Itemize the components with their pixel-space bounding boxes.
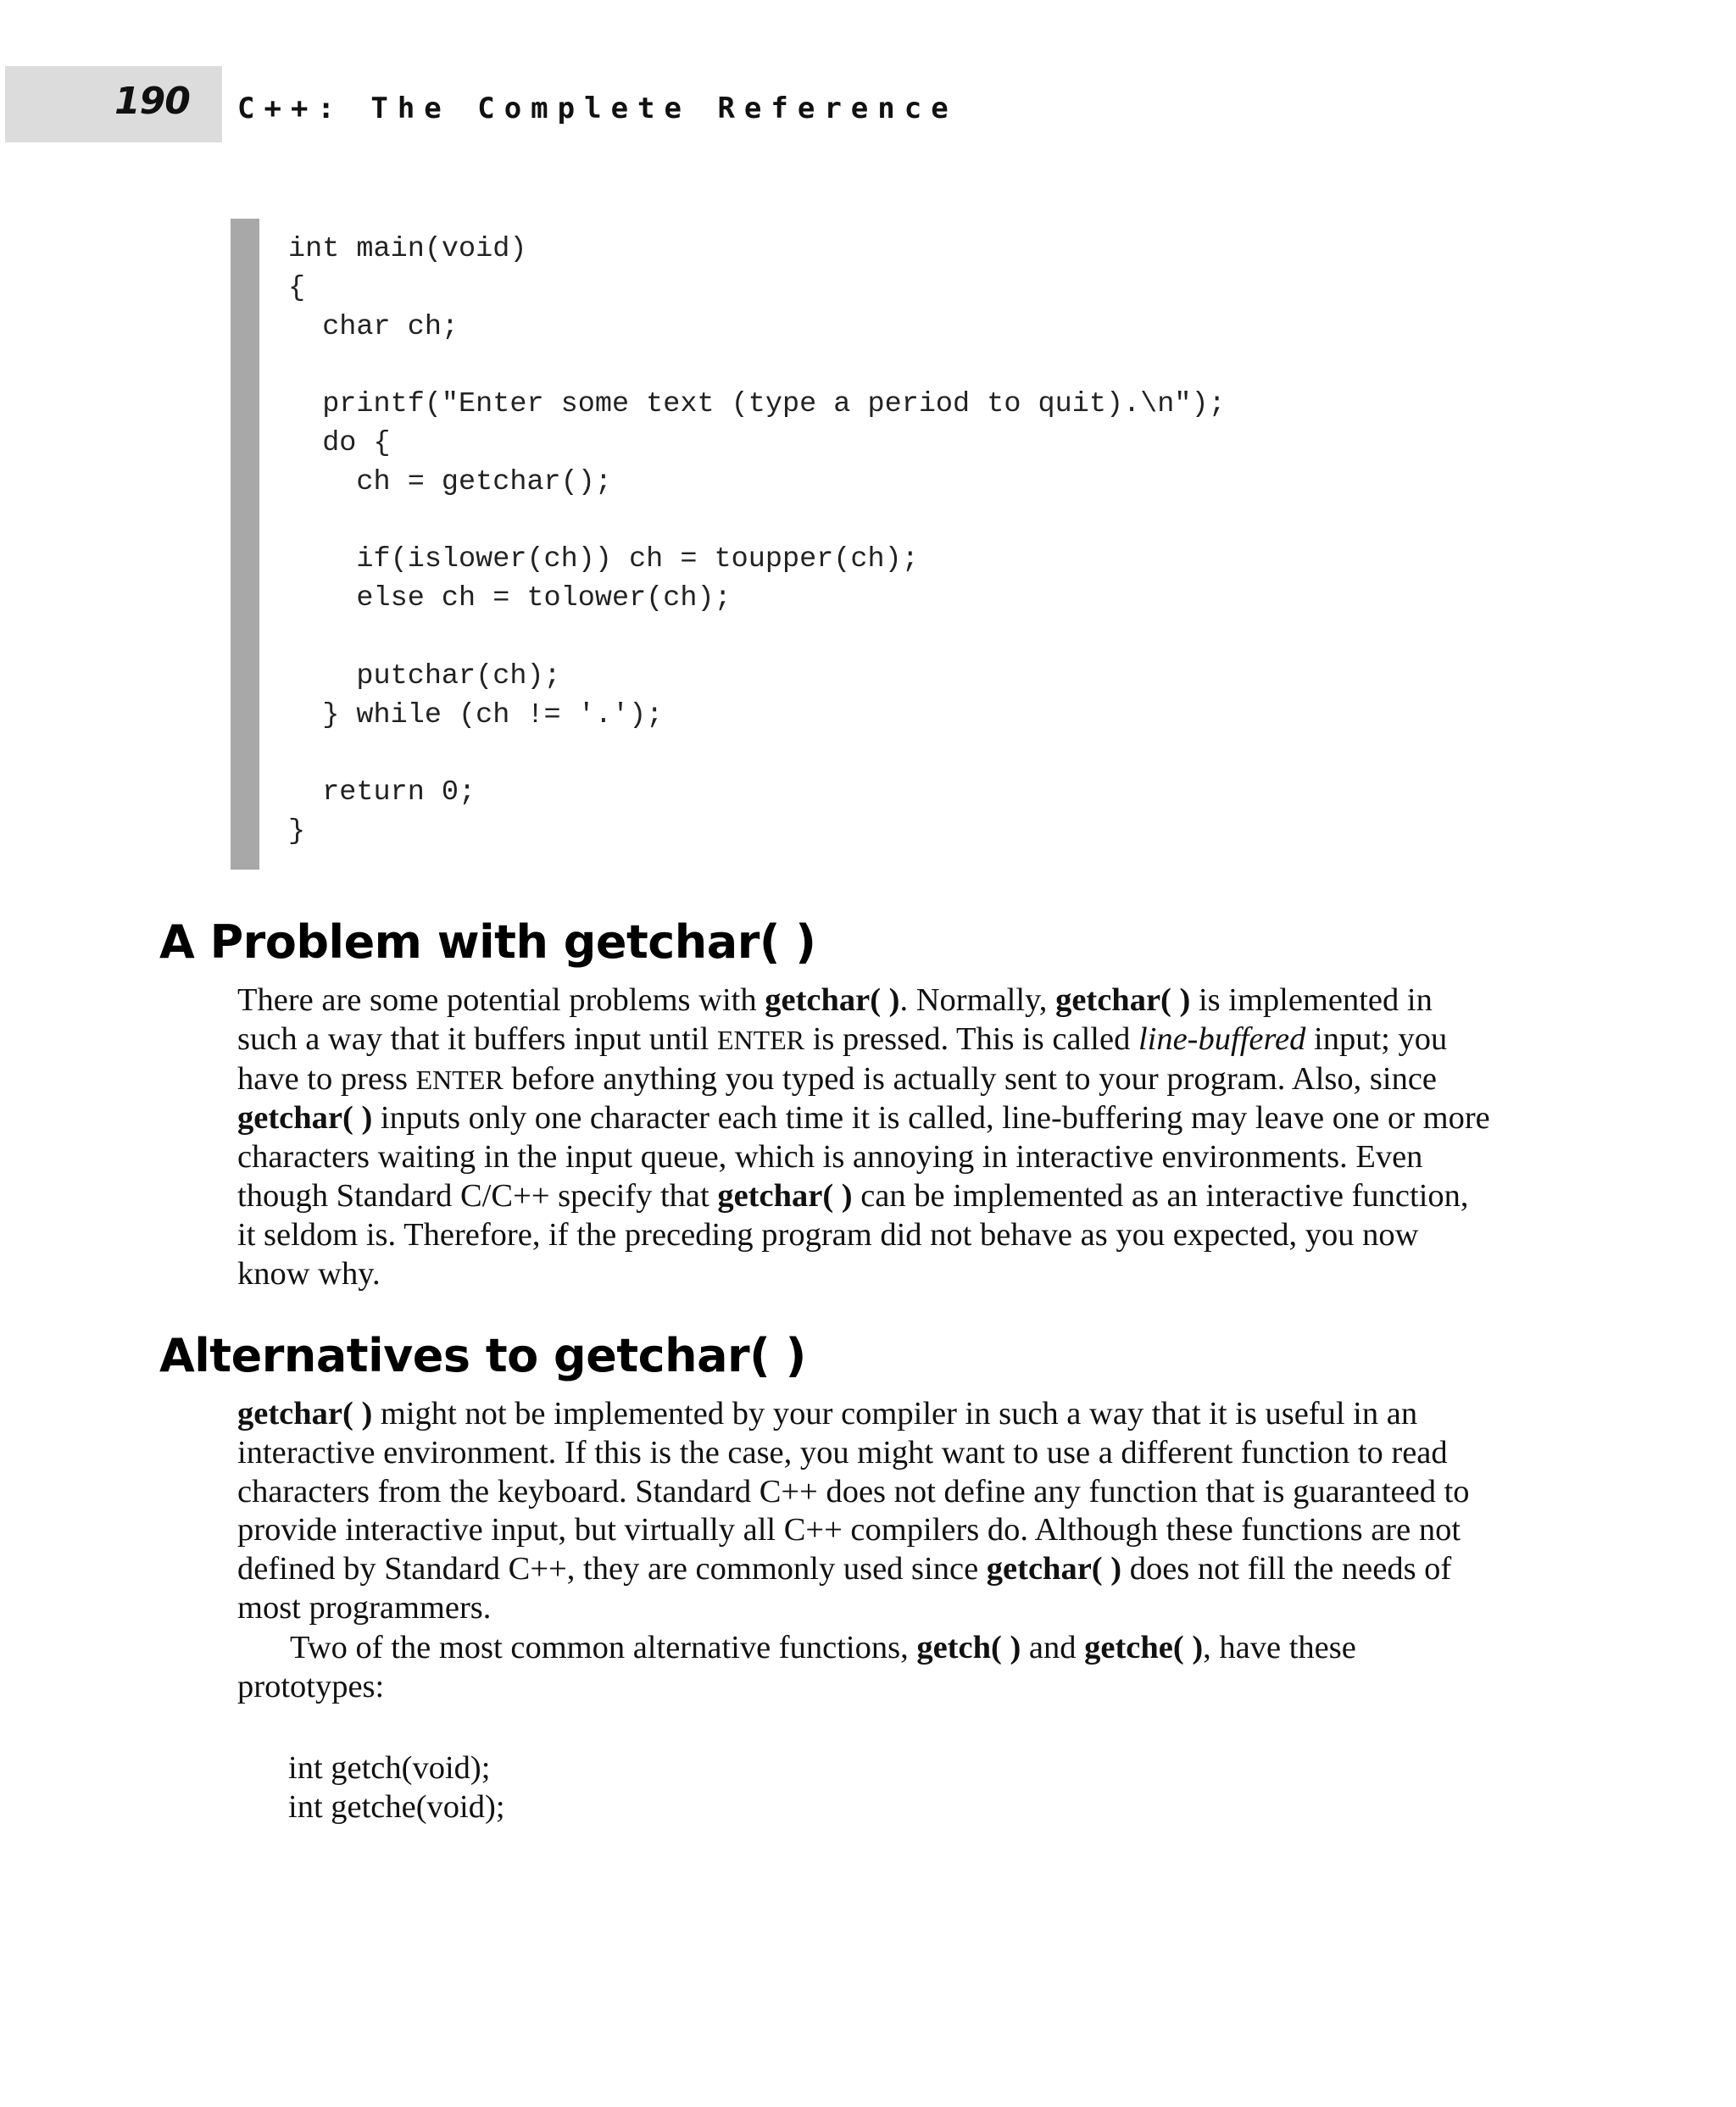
code-line: else ch = tolower(ch); (288, 582, 732, 615)
page-number: 190 (114, 80, 190, 123)
prototype-line: int getche(void); (288, 1788, 505, 1825)
code-line: int main(void) (288, 233, 527, 265)
code-line: putchar(ch); (288, 659, 561, 692)
code-line (288, 503, 1226, 542)
code-listing (288, 231, 1226, 852)
code-line: char ch; (288, 310, 459, 343)
code-line: } (288, 814, 306, 848)
code-line: if(islower(ch)) ch = toupper(ch); (288, 543, 919, 576)
alternatives-paragraph-2: Two of the most common alternative functions, getch( ) and getche( ), have these prototypes: (237, 1630, 1356, 1704)
prototype-line: int getch(void); (288, 1750, 491, 1786)
code-line: printf("Enter some text (type a period to quit).\n"); (288, 388, 1226, 421)
section-heading-alternatives: Alternatives to getchar( ) (159, 1329, 806, 1382)
code-listing-bar (231, 219, 259, 870)
code-line: { (288, 271, 306, 304)
section-heading-problem: A Problem with getchar( ) (159, 915, 816, 969)
code-line (288, 347, 1226, 386)
code-line: return 0; (288, 776, 476, 809)
problem-paragraph: There are some potential problems with getchar( ). Normally, getchar( ) is implemented in such a way that it buffers input until ENTER is pressed. This is called line-buffered input; you have to press ENTER before anything you typed is actually sent to your program. Also, since getchar( ) inputs only one character each time it is called, line-buffering may leave one or more characters waiting in the input queue, which is annoying in interactive environments. Even though Standard C/C++ specify that getchar( ) can be implemented as an interactive function, it seldom is. Therefore, if the preceding program did not behave as you expected, you now know why. (237, 982, 1490, 1292)
running-head: C++: The Complete Reference (237, 92, 958, 125)
code-line (288, 619, 1226, 658)
code-line (288, 735, 1226, 774)
alternatives-paragraph-1: getchar( ) might not be implemented by your compiler in such a way that it is useful in an interactive environment. If this is the case, you might want to use a different function to read characters from the keyboard. Standard C++ does not define any function that is guaranteed to provide interactive input, but virtually all C++ compilers do. Although these functions are not defined by Standard C++, they are commonly used since getchar( ) does not fill the needs of most programmers. (237, 1396, 1470, 1626)
code-line: } while (ch != '.'); (288, 698, 664, 731)
prototype-listing (288, 1749, 505, 1827)
code-line: ch = getchar(); (288, 465, 612, 498)
code-line: do { (288, 426, 391, 459)
